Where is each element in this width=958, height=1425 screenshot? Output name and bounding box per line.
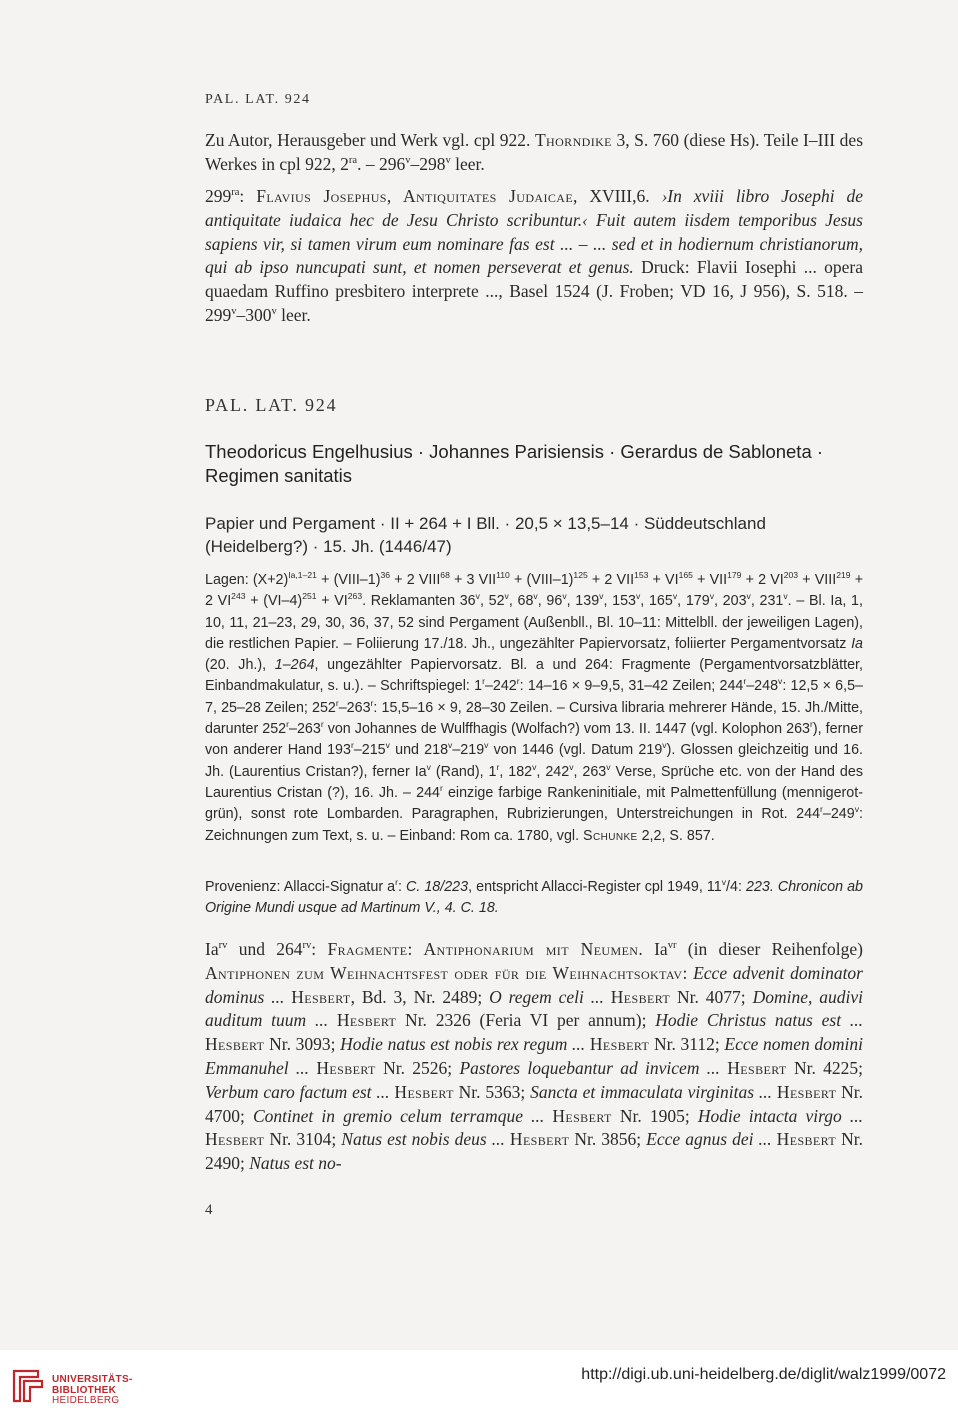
manuscript-title: Theodoricus Engelhusius · Johannes Parisiensis · Gerardus de Sabloneta · Regimen sanitatis xyxy=(205,441,824,486)
physical-description: Papier und Pergament · II + 264 + I Bll. · 20,5 × 13,5–14 · Süddeutschland (Heidelberg?) · 15. Jh. (1446/47) xyxy=(205,514,766,556)
paragraph-fragments: $Ia^{rv}$ und $264^{rv}$: Fragmente: Antiphonarium mit Neumen. $Ia^{vr}$ (in dieser Reihenfolge) Antiphonen zum Weihnachtsfest oder für die Weihnachtsoktav: Ecce advenit dominator dominus ... Hesbert, Bd. 3, Nr. 2489; O regem celi ... Hesbert Nr. 4077; Domine, audivi auditum tuum ... Hesbert Nr. 2326 (Feria VI per annum); Hodie Christus natus est ... Hesbert Nr. 3093; Hodie natus est nobis rex regum ... Hesbert Nr. 3112; Ecce nomen domini Emmanuhel ... Hesbert Nr. 2526; Pastores loquebantur ad invicem ... Hesbert Nr. 4225; Verbum caro factum est ... Hesbert Nr. 5363; Sancta et immaculata virginitas ... Hesbert Nr. 4700; Continet in gremio celum terramque ... Hesbert Nr. 1905; Hodie intacta virgo ... Hesbert Nr. 3104; Natus est nobis deus ... Hesbert Nr. 3856; Ecce agnus dei ... Hesbert Nr. 2490; Natus est no- xyxy=(205,939,864,1174)
paragraph-josephus: $299^{ra}$: Flavius Josephus, Antiquitates Judaicae, XVIII,6. ›In xviii libro Josephi de antiquitate iudaica hec de Jesu Christo scribuntur.‹ Fuit autem iisdem temporibus Jesus sapiens vir, si tamen virum eum nominare fas est ... – ... sed et in hodiernum christianorum, qui ab ipso nuncupati sunt, et nomen perseverat et genus. Druck: Flavii Iosephi ... opera quaedam Ruffino presbitero interprete ..., Basel 1524 (J. Froben; VD 16, J 956), S. 518. – 299$^v$–300$^v$ leer. xyxy=(205,186,863,325)
running-header: PAL. LAT. 924 xyxy=(205,92,311,107)
library-name: UNIVERSITÄTS- BIBLIOTHEK HEIDELBERG xyxy=(52,1374,133,1406)
codicological-description: Lagen: $(X+2)^{Ia,1-21}$ + (VIII–1)$^{36}$ + 2 $VIII^{68} + 3$ $VII^{110}$ + (VIII–1)$^{125}$ + 2 $VII^{153} + VI^{165} + VII^{179} + 2$ $VI^{203}$ + $VIII^{219} + 2$ $VI^{243} + (VI-4)^{251} + VI^{263}$. Reklamanten 36$^v$, 52$^v$, 68$^v$, 96$^v$, 139$^v$, 153$^v$, 165$^v$, 179$^v$, 203$^v$, 231$^v$. – Bl. Ia, 1, 10, 11, 21–23, 29, 30, 36, 37, 52 sind Pergament (Außenbll., Bl. 10–11: Mittelbll. der jeweiligen Lagen), die restlichen Papier. – Foliierung 17./18. Jh., ungezählter Papiervorsatz, foliierter Pergamentvorsatz Ia (20. Jh.), 1–264, ungezählter Papiervorsatz. Bl. a und 264: Fragmente (Pergamentvorsatzblätter, Einbandmakulatur, s. u.). – Schriftspiegel: 1$^r$–242$^r$: 14–16 × 9–9,5, 31–42 Zeilen; 244$^r$–248$^v$: 12,5 × 6,5–7, 25–28 Zeilen; 252$^r$–263$^r$: 15,5–16 × 9, 28–30 Zeilen. – Cursiva libraria mehrerer Hände, 15. Jh./Mitte, darunter 252$^r$–263$^r$ von Johannes de Wulffhagis (Wolfach?) vom 13. II. 1447 (vgl. Kolophon 263$^r$), ferner von anderer Hand 193$^r$–215$^v$ und 218$^v$–219$^v$ von 1446 (vgl. Datum 219$^v$). Glossen gleichzeitig und 16. Jh. (Laurentius Cristan?), ferner Ia$^v$ (Rand), 1$^r$, 182$^v$, 242$^v$, 263$^v$ Verse, Sprüche etc. von der Hand des Laurentius Cristan (?), 16. Jh. – 244$^r$ einzige farbige Rankeninitiale, mit Palmettenfüllung (mennigerot-grün), sonst rote Lombarden. Paragraphen, Rubrizierungen, Unterstreichungen in Rot. 244$^r$–249$^v$: Zeichnungen zum Text, s. u. – Einband: Rom ca. 1780, vgl. Schunke 2,2, S. 857. xyxy=(205,570,864,844)
section-header: PAL. LAT. 924 xyxy=(205,395,338,415)
provenance: Provenienz: Allacci-Signatur $a^r$: C. 18/223, entspricht Allacci-Register cpl 1949, 11$^v$/4: 223. Chronicon ab Origine Mundi usque ad Martinum V., 4. C. 18. xyxy=(205,877,864,917)
paragraph-author-note: Zu Autor, Herausgeber und Werk vgl. cpl 922. Thorndike 3, S. 760 (diese Hs). Teile I–III des Werkes in cpl 922, $2^{ra}$. – 296$^v$–298$^v$ leer. xyxy=(205,130,863,174)
source-url[interactable]: http://digi.ub.uni-heidelberg.de/diglit/walz1999/0072 xyxy=(581,1366,946,1383)
university-library-logo-icon xyxy=(8,1367,46,1405)
page-number: 4 xyxy=(205,1202,213,1218)
footer-bar xyxy=(0,1350,958,1425)
